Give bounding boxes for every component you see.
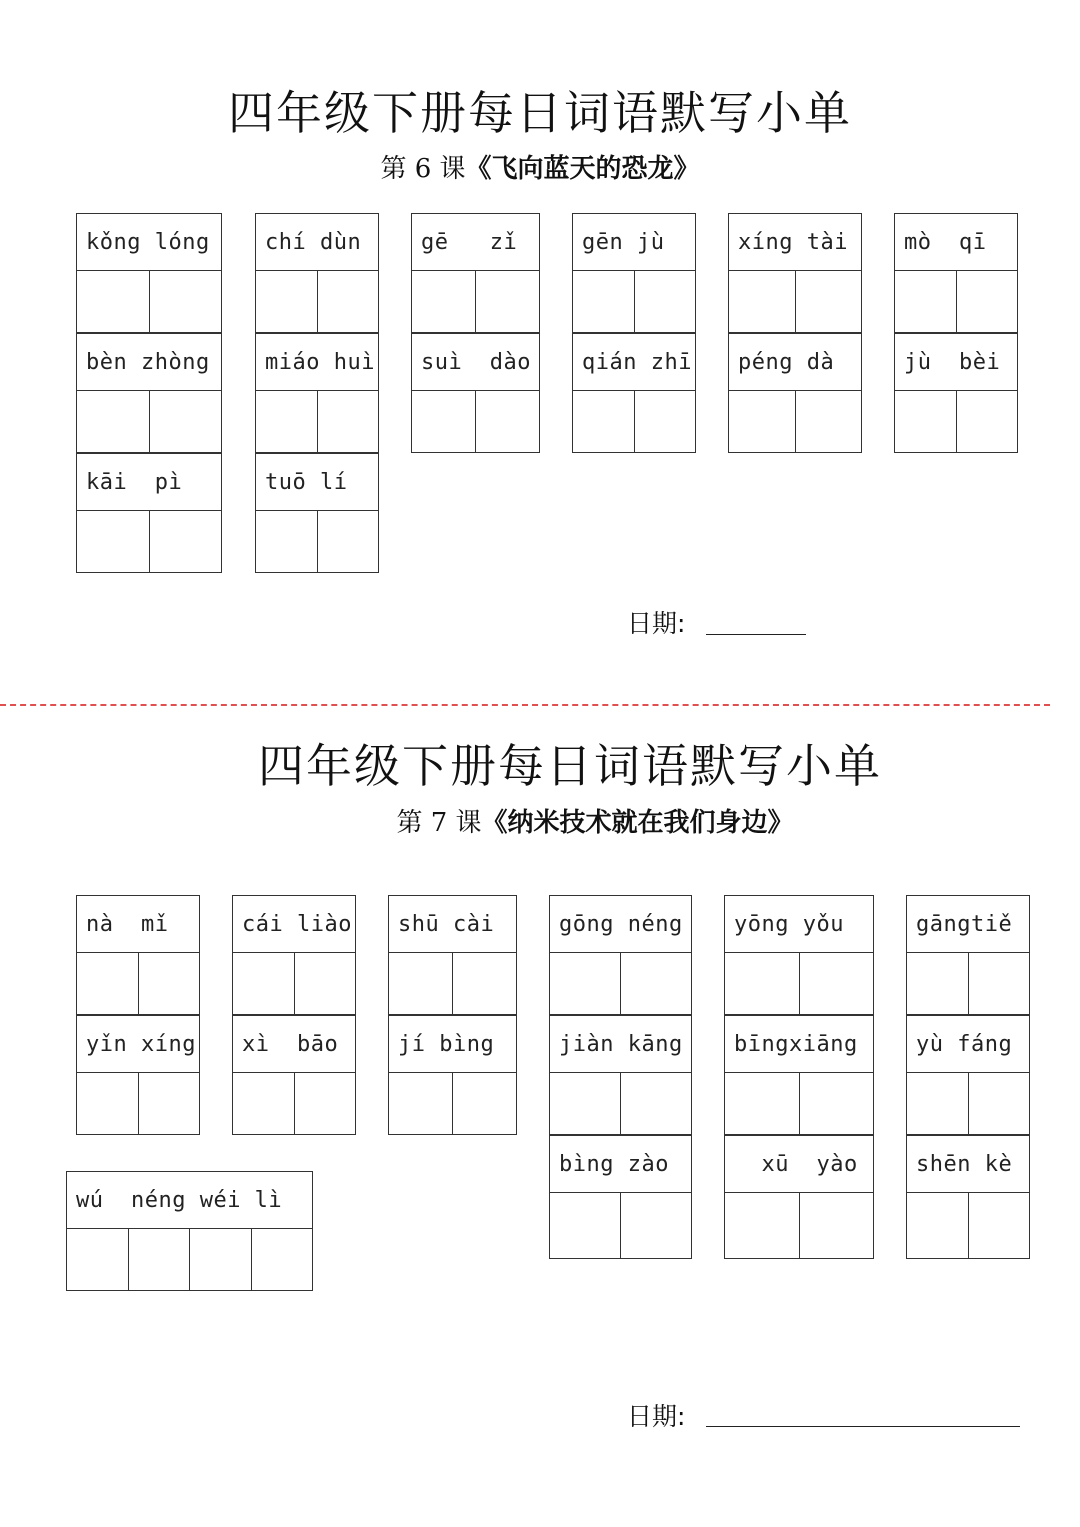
pinyin-label: jiàn kāng (550, 1016, 691, 1073)
character-cells (907, 953, 1029, 1014)
character-cell[interactable] (620, 953, 691, 1014)
character-cells (573, 391, 695, 452)
character-cell[interactable] (256, 271, 317, 332)
character-cells (233, 1073, 355, 1134)
character-cell[interactable] (233, 953, 294, 1014)
character-cell[interactable] (77, 1073, 138, 1134)
character-cell[interactable] (452, 1073, 516, 1134)
section-2-date-label: 日期: (627, 1402, 686, 1431)
character-cell[interactable] (573, 271, 634, 332)
section-2-lesson: 第 7 课 (396, 808, 482, 838)
word-box (388, 1015, 517, 1135)
word-box (255, 453, 379, 573)
character-cell[interactable] (294, 953, 356, 1014)
character-cell[interactable] (294, 1073, 356, 1134)
character-cells (389, 1073, 516, 1134)
character-cells (725, 953, 873, 1014)
pinyin-label: shū cài (389, 896, 516, 953)
character-cells (77, 271, 221, 332)
word-box (232, 895, 356, 1015)
pinyin-label: xíng tài (729, 214, 861, 271)
pinyin-label: xì bāo (233, 1016, 355, 1073)
word-box (549, 1135, 692, 1259)
character-cells (256, 391, 378, 452)
word-box (255, 213, 379, 333)
pinyin-label: miáo huì (256, 334, 378, 391)
section-1-subtitle (0, 156, 1080, 182)
pinyin-label: yǐn xíng (77, 1016, 199, 1073)
character-cell[interactable] (128, 1229, 190, 1290)
character-cell[interactable] (573, 391, 634, 452)
character-cells (67, 1229, 312, 1290)
character-cell[interactable] (907, 953, 968, 1014)
character-cell[interactable] (317, 511, 379, 572)
word-box (906, 1135, 1030, 1259)
pinyin-label: shēn kè (907, 1136, 1029, 1193)
pinyin-label: gē zǐ (412, 214, 539, 271)
character-cell[interactable] (729, 391, 795, 452)
character-cell[interactable] (389, 953, 452, 1014)
character-cell[interactable] (138, 953, 200, 1014)
word-box (894, 213, 1018, 333)
character-cell[interactable] (956, 391, 1018, 452)
pinyin-label: péng dà (729, 334, 861, 391)
character-cell[interactable] (77, 511, 149, 572)
character-cell[interactable] (895, 271, 956, 332)
character-cell[interactable] (412, 391, 475, 452)
character-cell[interactable] (550, 1073, 620, 1134)
character-cell[interactable] (725, 1193, 799, 1258)
character-cell[interactable] (412, 271, 475, 332)
pinyin-label: gōng néng (550, 896, 691, 953)
section-1-date-label: 日期: (627, 609, 686, 638)
word-box (76, 453, 222, 573)
character-cell[interactable] (77, 953, 138, 1014)
word-box (572, 333, 696, 453)
word-box (724, 1015, 874, 1135)
pinyin-label: xū yào (725, 1136, 873, 1193)
character-cell[interactable] (67, 1229, 128, 1290)
pinyin-label: bèn zhòng (77, 334, 221, 391)
character-cells (573, 271, 695, 332)
character-cell[interactable] (233, 1073, 294, 1134)
word-box (728, 333, 862, 453)
character-cells (729, 271, 861, 332)
character-cell[interactable] (968, 1193, 1030, 1258)
character-cell[interactable] (725, 1073, 799, 1134)
pinyin-label: gāngtiě (907, 896, 1029, 953)
character-cells (725, 1193, 873, 1258)
character-cell[interactable] (634, 391, 696, 452)
word-box (76, 895, 200, 1015)
character-cell[interactable] (149, 391, 222, 452)
pinyin-label: qián zhī (573, 334, 695, 391)
section-1-title: 四年级下册每日词语默写小单 (228, 86, 852, 140)
character-cells (907, 1193, 1029, 1258)
section-divider (0, 704, 1050, 706)
word-box (76, 333, 222, 453)
character-cell[interactable] (77, 271, 149, 332)
character-cells (412, 391, 539, 452)
pinyin-label: gēn jù (573, 214, 695, 271)
character-cell[interactable] (317, 271, 379, 332)
character-cell[interactable] (317, 391, 379, 452)
word-box (724, 1135, 874, 1259)
character-cells (907, 1073, 1029, 1134)
character-cell[interactable] (77, 391, 149, 452)
character-cells (725, 1073, 873, 1134)
pinyin-label: kǒng lóng (77, 214, 221, 271)
word-box (906, 1015, 1030, 1135)
character-cell[interactable] (389, 1073, 452, 1134)
section-2-title: 四年级下册每日词语默写小单 (258, 739, 882, 793)
word-box (724, 895, 874, 1015)
pinyin-label: mò qī (895, 214, 1017, 271)
character-cells (550, 1193, 691, 1258)
character-cell[interactable] (895, 391, 956, 452)
word-box (894, 333, 1018, 453)
character-cell[interactable] (452, 953, 516, 1014)
character-cells (895, 271, 1017, 332)
character-cell[interactable] (799, 1073, 874, 1134)
word-box (549, 1015, 692, 1135)
character-cells (256, 511, 378, 572)
word-box (76, 213, 222, 333)
pinyin-label: wú néng wéi lì (67, 1172, 312, 1229)
pinyin-label: yōng yǒu (725, 896, 873, 953)
word-box (728, 213, 862, 333)
section-2-date-line[interactable] (706, 1426, 1020, 1427)
character-cells (256, 271, 378, 332)
pinyin-label: tuō lí (256, 454, 378, 511)
word-box (549, 895, 692, 1015)
character-cells (389, 953, 516, 1014)
pinyin-label: bīngxiāng (725, 1016, 873, 1073)
character-cell[interactable] (550, 1193, 620, 1258)
character-cell[interactable] (799, 953, 874, 1014)
character-cells (77, 511, 221, 572)
character-cells (550, 1073, 691, 1134)
character-cell[interactable] (256, 511, 317, 572)
character-cells (895, 391, 1017, 452)
word-box (66, 1171, 313, 1291)
character-cell[interactable] (475, 271, 539, 332)
character-cell[interactable] (956, 271, 1018, 332)
pinyin-label: jù bèi (895, 334, 1017, 391)
character-cell[interactable] (149, 271, 222, 332)
character-cell[interactable] (968, 1073, 1030, 1134)
section-1-lesson: 第 6 课 (380, 154, 466, 184)
character-cell[interactable] (729, 271, 795, 332)
character-cell[interactable] (138, 1073, 200, 1134)
character-cell[interactable] (795, 271, 862, 332)
character-cells (77, 1073, 199, 1134)
character-cell[interactable] (907, 1193, 968, 1258)
character-cell[interactable] (149, 511, 222, 572)
character-cells (550, 953, 691, 1014)
character-cell[interactable] (251, 1229, 313, 1290)
pinyin-label: bìng zào (550, 1136, 691, 1193)
pinyin-label: nà mǐ (77, 896, 199, 953)
character-cell[interactable] (725, 953, 799, 1014)
character-cells (77, 391, 221, 452)
pinyin-label: kāi pì (77, 454, 221, 511)
pinyin-label: jí bìng (389, 1016, 516, 1073)
character-cell[interactable] (620, 1193, 691, 1258)
character-cell[interactable] (620, 1073, 691, 1134)
character-cell[interactable] (968, 953, 1030, 1014)
character-cell[interactable] (799, 1193, 874, 1258)
character-cell[interactable] (550, 953, 620, 1014)
character-cells (233, 953, 355, 1014)
character-cells (729, 391, 861, 452)
character-cell[interactable] (795, 391, 862, 452)
word-box (388, 895, 517, 1015)
section-1-bookname: 《飞向蓝天的恐龙》 (465, 154, 700, 184)
character-cell[interactable] (475, 391, 539, 452)
word-box (411, 333, 540, 453)
pinyin-label: cái liào (233, 896, 355, 953)
character-cell[interactable] (256, 391, 317, 452)
section-2-subtitle (55, 810, 1080, 836)
character-cell[interactable] (634, 271, 696, 332)
word-box (572, 213, 696, 333)
section-2-bookname: 《纳米技术就在我们身边》 (481, 808, 794, 838)
pinyin-label: suì dào (412, 334, 539, 391)
word-box (232, 1015, 356, 1135)
character-cells (412, 271, 539, 332)
character-cell[interactable] (907, 1073, 968, 1134)
character-cells (77, 953, 199, 1014)
character-cell[interactable] (189, 1229, 251, 1290)
pinyin-label: chí dùn (256, 214, 378, 271)
section-1-date-line[interactable] (706, 634, 806, 635)
word-box (76, 1015, 200, 1135)
word-box (411, 213, 540, 333)
word-box (906, 895, 1030, 1015)
pinyin-label: yù fáng (907, 1016, 1029, 1073)
word-box (255, 333, 379, 453)
